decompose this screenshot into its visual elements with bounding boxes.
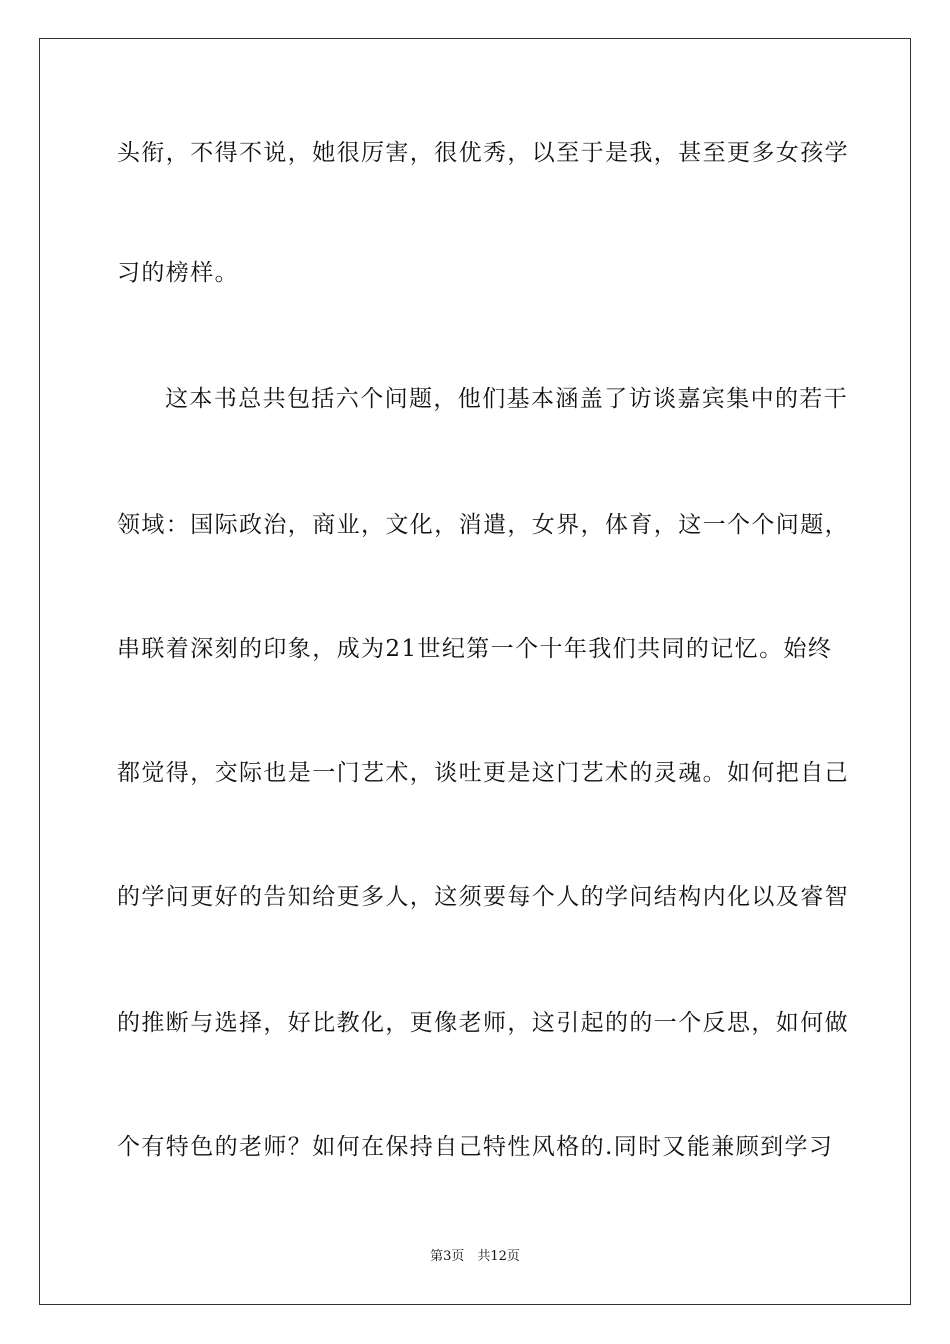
paragraph-line: 的推断与选择，好比教化，更像老师，这引起的的一个反思，如何做 (117, 1010, 849, 1036)
paragraph-line: 串联着深刻的印象，成为21世纪第一个十年我们共同的记忆。始终 (117, 636, 833, 662)
paragraph-line: 个有特色的老师？如何在保持自己特性风格的.同时又能兼顾到学习 (117, 1134, 834, 1160)
page-number: 第3页 共12页 (430, 1249, 520, 1264)
paragraph-line: 这本书总共包括六个问题，他们基本涵盖了访谈嘉宾集中的若干 (165, 386, 849, 412)
paragraph-line: 习的榜样。 (117, 260, 239, 286)
paragraph-line: 头衔，不得不说，她很厉害，很优秀，以至于是我，甚至更多女孩学 (117, 140, 849, 166)
paragraph-line: 领域：国际政治，商业，文化，消遣，女界，体育，这一个个问题， (117, 512, 849, 538)
paragraph-line: 都觉得，交际也是一门艺术，谈吐更是这门艺术的灵魂。如何把自己 (117, 760, 849, 786)
page-border (39, 38, 911, 1305)
paragraph-line: 的学问更好的告知给更多人，这须要每个人的学问结构内化以及睿智 (117, 884, 849, 910)
